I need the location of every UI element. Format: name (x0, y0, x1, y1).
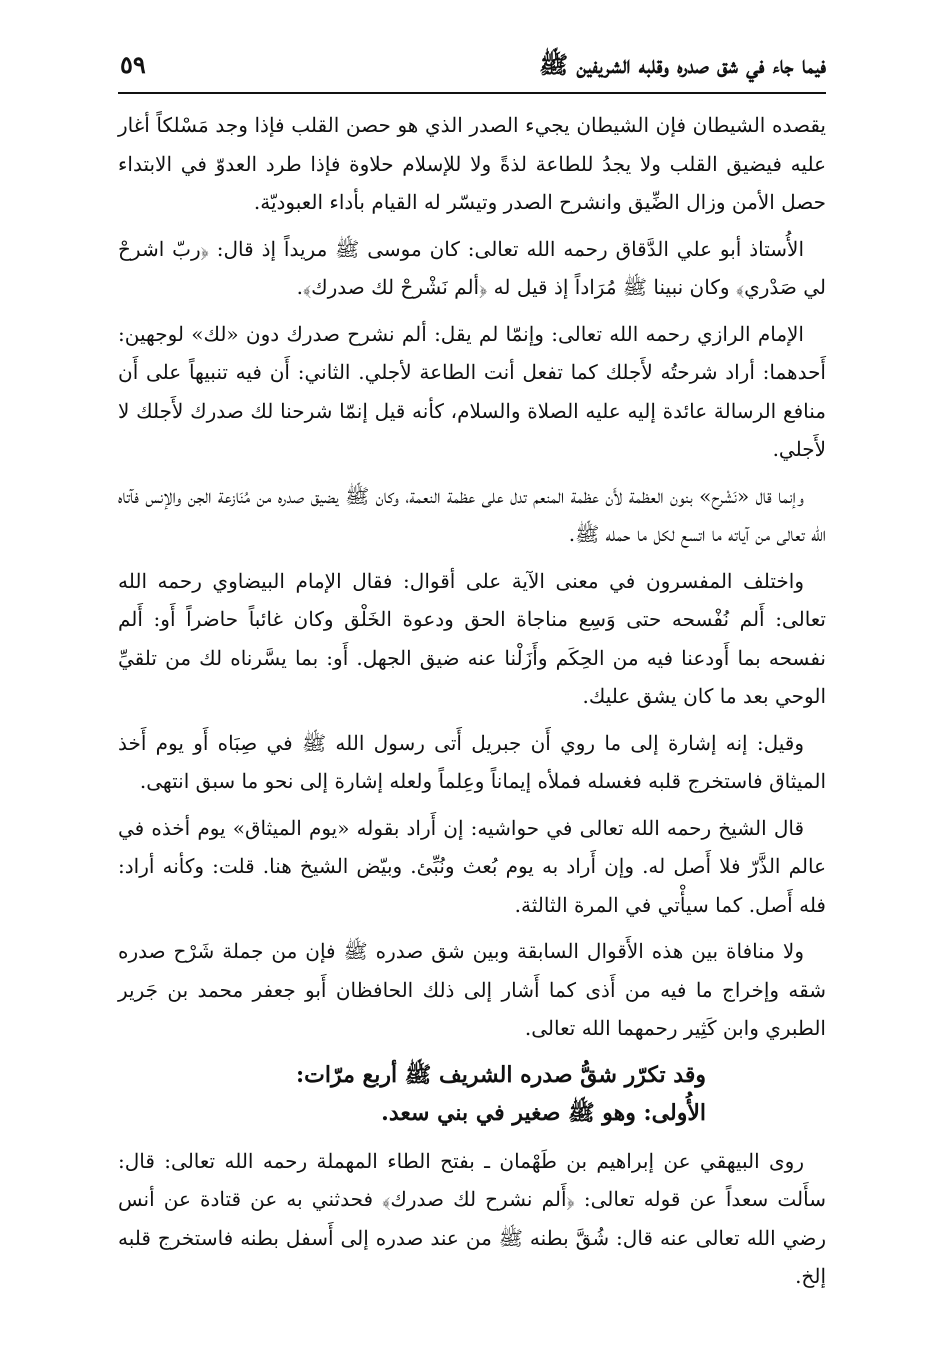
paragraph-2: الأُستاذ أبو علي الدَّقاق رحمه الله تعالى: كان موسى ﷺ مريداً إذ قال: ﴿ربّ اشرحْ لي صَدْري﴾ وكان نبينا ﷺ مُرَاداً إذ قيل له ﴿ألم نَشْرحْ لك صدرك﴾. (118, 236, 826, 299)
paragraph-7: قال الشيخ رحمه الله تعالى في حواشيه: إن أَراد بقوله «يوم الميثاق» يوم أخذه في عالم الذَّرّ فلا أَصل له. وإن أَراد به يوم بُعث ونُبِّئ. وبيّض الشيخ هنا. قلت: وكأنه أراد: فله أَصل. كما سيأْتي في المرة الثالثة. (118, 815, 826, 917)
paragraph-6: وقيل: إنه إشارة إلى ما روي أَن جبريل أَتى رسول الله ﷺ في صِبَاه أَو يوم أَخذ الميثاق فاستخرج قلبه فغسله فملأه إيماناً وعِلماً ولعله إشارة إلى نحو ما سبق انتهى. (118, 730, 826, 793)
page-number: ٥٩ (120, 50, 146, 79)
separator (118, 1132, 826, 1142)
page-body (118, 106, 826, 1304)
closing-paragraph: روى البيهقي عن إبراهيم بن طَهْمان ـ بفتح الطاء المهملة رحمه الله تعالى: قال: سأَلت سعداً عن قوله تعالى: ﴿أَلم نشرح لك صدرك﴾ فحدثني به عن قتادة عن أنس رضي الله تعالى عنه قال: شُقَّ بطنه ﷺ من عند صدره إلى أَسفل بطنه فاستخرج قلبه إلخ. (118, 1148, 826, 1288)
page-header (118, 44, 826, 94)
paragraph-4: وإنما قال «نَشْرح» بنون العظمة لأَن عظمة المنعم تدل على عظمة النعمة، وكان ﷺ يضيق صدره من مُنَازعة الجن والإنس فآتاه الله تعالى من آياته ما اتسع لكل ما حمله ﷺ. (118, 483, 826, 546)
paragraph-5: واختلف المفسرون في معنى الآية على أقوال: فقال الإمام البيضاوي رحمه الله تعالى: أَلم نُفْسحه حتى وَسِع مناجاة الحق ودعوة الخَلْق وكان غائباً حاضراً أَو: أَلم نفسحه بما أَودعنا فيه من الحِكَم وأَزَلْنا عنه ضيق الجهل. أَو: بما يسَّرناه لك من تلقيِّ الوحي بعد ما كان يشق عليك. (118, 568, 827, 708)
paragraph-1: يقصده الشيطان فإن الشيطان يجيء الصدر الذي هو حصن القلب فإذا وجد مَسْلكاً أغار عليه فيضيق القلب ولا يجدُ للطاعة لذةً ولا للإسلام حلاوة فإذا طرد العدوّ في الابتداء حصل الأمن وزال الضِّيق وانشرح الصدر وتيسّر له القيام بأداء العبوديّة. (118, 113, 826, 214)
paragraph-3: الإمام الرازي رحمه الله تعالى: وإنمّا لم يقل: ألم نشرح صدرك دون «لك» لوجهين: أَحدهما: أراد شرحتُه لأَجلك كما تفعل أنت الطاعة لأجلي. الثاني: أَن فيه تنبيهاً على أَن منافع الرسالة عائدة إليه عليه الصلاة والسلام، كأنه قيل إنمّا شرحنا لك صدرك لأَجلك لا لأَجلي. (118, 321, 826, 461)
paragraph-8: ولا منافاة بين هذه الأَقوال السابقة وبين شق صدره ﷺ فإن من جملة شَرْح صدره شقه وإخراج ما فيه من أَذى كما أَشار إلى ذلك الحافظان أَبو جعفر محمد بن جَرير الطبري وابن كَثِير رحمهما الله تعالى. (118, 939, 826, 1040)
running-title: فيما جاء في شق صدره وقلبه الشريفين ﷺ (539, 50, 826, 79)
section-heading: وقد تكرّر شقُّ صدره الشريف ﷺ أربع مرّات: (296, 1061, 706, 1088)
subsection-heading: الأُولى: وهو ﷺ صغير في بني سعد. (381, 1099, 706, 1126)
